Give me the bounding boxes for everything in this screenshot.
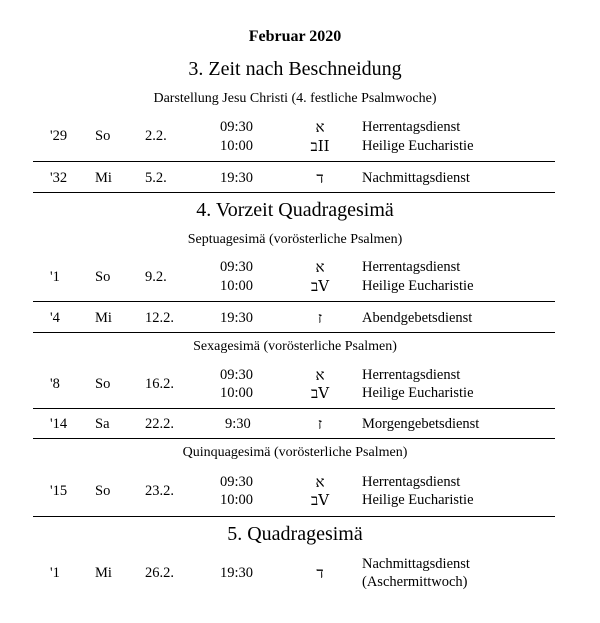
occasion-heading: Septuagesimä (vorösterliche Psalmen) (187, 232, 403, 247)
liturgy-mark: בV (310, 384, 330, 402)
time: 09:30 (220, 474, 254, 490)
service-name: Heilige Eucharistie (362, 492, 474, 508)
service-name: Morgengebetsdienst (362, 416, 480, 432)
time: 10:00 (220, 385, 254, 401)
divider (33, 332, 555, 333)
service-name: Abendgebetsdienst (362, 310, 473, 326)
date: 9.2. (145, 269, 167, 285)
time: 09:30 (220, 259, 254, 275)
time: 09:30 (220, 119, 254, 135)
liturgy-mark: בV (310, 491, 330, 509)
liturgy-mark: א (315, 473, 325, 491)
liturgy-mark: ז (317, 309, 323, 327)
weekday: Mi (95, 310, 112, 326)
service-name: Herrentagsdienst (362, 119, 461, 135)
time: 10:00 (220, 492, 254, 508)
weekday: Sa (95, 416, 110, 432)
service-name: Nachmittagsdienst (362, 556, 470, 572)
date: 12.2. (145, 310, 174, 326)
liturgy-mark: א (315, 118, 325, 136)
service-name: Herrentagsdienst (362, 259, 461, 275)
week-number: '1 (50, 565, 60, 581)
liturgy-mark: בV (310, 277, 330, 295)
week-number: '14 (50, 416, 68, 432)
weekday: So (95, 483, 111, 499)
liturgy-mark: א (315, 366, 325, 384)
liturgy-mark: א (315, 258, 325, 276)
time: 19:30 (220, 170, 254, 186)
week-number: '29 (50, 128, 68, 144)
divider (33, 161, 555, 162)
weekday: Mi (95, 565, 112, 581)
section-heading: 3. Zeit nach Beschneidung (188, 58, 402, 80)
divider (33, 192, 555, 193)
liturgy-mark: ד (316, 169, 324, 187)
date: 16.2. (145, 376, 174, 392)
time: 9:30 (225, 416, 251, 432)
occasion-heading: Quinquagesimä (vorösterliche Psalmen) (182, 445, 408, 460)
time: 10:00 (220, 138, 254, 154)
week-number: '32 (50, 170, 68, 186)
occasion-heading: Sexagesimä (vorösterliche Psalmen) (193, 339, 397, 354)
page-title: Februar 2020 (248, 28, 342, 45)
service-name: Herrentagsdienst (362, 367, 461, 383)
week-number: '4 (50, 310, 60, 326)
section-heading: 5. Quadragesimä (227, 523, 363, 545)
date: 26.2. (145, 565, 174, 581)
divider (33, 438, 555, 439)
time: 10:00 (220, 278, 254, 294)
time: 09:30 (220, 367, 254, 383)
service-name: Heilige Eucharistie (362, 278, 474, 294)
service-name: Herrentagsdienst (362, 474, 461, 490)
time: 19:30 (220, 565, 254, 581)
liturgy-mark: בII (310, 137, 330, 155)
weekday: So (95, 269, 111, 285)
service-name: Heilige Eucharistie (362, 138, 474, 154)
weekday: So (95, 376, 111, 392)
service-name: Nachmittagsdienst (362, 170, 470, 186)
week-number: '8 (50, 376, 60, 392)
date: 23.2. (145, 483, 174, 499)
section-heading: 4. Vorzeit Quadragesimä (196, 199, 394, 221)
occasion-heading: Darstellung Jesu Christi (4. festliche Psalmwoche) (153, 91, 437, 106)
week-number: '1 (50, 269, 60, 285)
weekday: So (95, 128, 111, 144)
service-name: Heilige Eucharistie (362, 385, 474, 401)
week-number: '15 (50, 483, 68, 499)
divider (33, 408, 555, 409)
time: 19:30 (220, 310, 254, 326)
divider (33, 301, 555, 302)
date: 2.2. (145, 128, 167, 144)
weekday: Mi (95, 170, 112, 186)
date: 5.2. (145, 170, 167, 186)
liturgy-mark: ד (316, 564, 324, 582)
liturgy-mark: ז (317, 415, 323, 433)
divider (33, 516, 555, 517)
service-note: (Aschermittwoch) (362, 574, 468, 590)
date: 22.2. (145, 416, 174, 432)
